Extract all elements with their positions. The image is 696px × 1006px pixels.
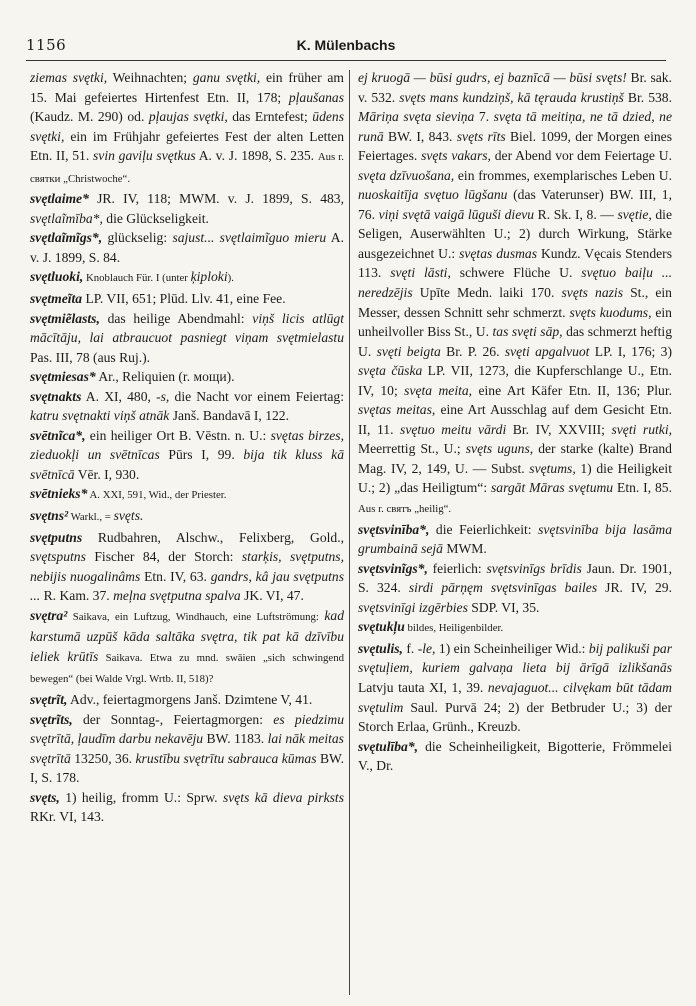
dictionary-entry bbox=[358, 520, 672, 559]
entry-text: svęts kā dieva pirksts bbox=[222, 789, 344, 805]
dictionary-entry bbox=[30, 289, 344, 309]
entry-text: schwere Flüche U. bbox=[450, 265, 582, 281]
entry-text: der Sonntag-, Feiertagmorgen: bbox=[72, 711, 274, 727]
entry-text: starķis, svętputns, nebijis nuogalinâms bbox=[30, 549, 344, 584]
entry-text: svęts. bbox=[113, 508, 144, 524]
entry-text: Jaun. Dr. 1901, S. 324. bbox=[358, 560, 672, 596]
dictionary-entry bbox=[30, 484, 344, 506]
entry-text: eine Art Käfer Etn. II, 136; Plur. bbox=[472, 382, 672, 398]
dictionary-entry bbox=[30, 309, 344, 368]
entry-text: svętuo meitu vārdi bbox=[400, 421, 507, 437]
entry-text: viņš licis atlūgt mācītāju, lai atbraucuot pasniegt viņam svętmielastu bbox=[30, 310, 344, 346]
entry-text: Fischer 84, der Storch: bbox=[85, 549, 242, 565]
entry-text: Pūrs I, 99. bbox=[159, 447, 244, 463]
entry-headword: svętulība*, bbox=[358, 738, 419, 754]
entry-text: bija tik kluss kā svētnīcā bbox=[30, 447, 344, 482]
entry-text: Warkl., = bbox=[68, 511, 114, 524]
entry-text: Upīte Medn. laiki 170. bbox=[412, 285, 562, 301]
entry-text: sajust... svętlaimĩguo mieru bbox=[172, 230, 327, 246]
entry-text: svęts kuodums, bbox=[569, 304, 652, 320]
entry-text: svęti apgalvuot bbox=[504, 343, 590, 359]
dictionary-entry bbox=[30, 189, 344, 228]
entry-text: tas svęti sāp, bbox=[492, 324, 563, 340]
entry-text: meļna svętputna spalva bbox=[113, 588, 241, 604]
entry-headword: svętns² bbox=[30, 508, 69, 524]
entry-text: ein frommes, exemplarisches Leben U. bbox=[454, 167, 672, 183]
entry-text: svętsputns bbox=[30, 549, 86, 565]
entry-text: svętsvinīgs brīdis bbox=[486, 560, 582, 576]
entry-text: Pas. III, 78 (aus Ruj.). bbox=[30, 349, 151, 365]
entry-text: Knoblauch Für. I (unter bbox=[83, 272, 191, 285]
entry-text: kad karstumā uzpūš kāda saltāka svętra, tik pat kā dzīvību ieliek krūtīs bbox=[30, 607, 344, 664]
dictionary-entry bbox=[30, 267, 344, 289]
entry-text: svętums, bbox=[529, 460, 576, 476]
entry-text: LP. VII, 651; Plūd. Llv. 41, eine Fee. bbox=[82, 291, 286, 307]
entry-headword: svętukļu bbox=[358, 619, 405, 635]
dictionary-entry bbox=[358, 639, 672, 737]
entry-text: Aus r. святки „Christwoche“. bbox=[30, 151, 344, 185]
entry-headword: svętmiesas* bbox=[30, 369, 96, 385]
entry-text: die Seligen, Auserwählten U.; 2) durch Wirkung, Stärke ausgezeichnet U.: bbox=[358, 206, 672, 261]
entry-headword: svętra² bbox=[30, 607, 68, 623]
entry-text: das heilige Abendmahl: bbox=[99, 310, 253, 326]
column-divider bbox=[349, 70, 350, 995]
entry-text: ). bbox=[227, 272, 234, 285]
dictionary-entry bbox=[30, 606, 344, 690]
entry-text: Meerrettig St., U.; bbox=[358, 441, 466, 457]
entry-headword: svęts, bbox=[30, 789, 60, 805]
entry-text: svęts nazis bbox=[561, 285, 623, 301]
dictionary-entry bbox=[358, 68, 672, 520]
entry-text: A. v. J. 1898, S. 235. bbox=[195, 148, 318, 164]
entry-headword: svētnieks* bbox=[30, 486, 88, 502]
left-column bbox=[30, 68, 344, 998]
entry-text: bildes, Heiligenbilder. bbox=[404, 622, 504, 635]
entry-text: f. bbox=[402, 640, 418, 656]
entry-text: svętsvinīgi izgērbies bbox=[358, 599, 468, 615]
entry-text: krustību svętrītu sabrauca kūmas bbox=[135, 750, 317, 766]
entry-text: JR. IV, 118; MWM. v. J. 1899, S. 483, bbox=[88, 191, 344, 207]
entry-text: svęti beigta bbox=[376, 343, 441, 359]
entry-text: ganu svętki, bbox=[192, 70, 261, 85]
dictionary-entry bbox=[358, 617, 672, 639]
entry-text: R. Kam. 37. bbox=[40, 588, 114, 604]
entry-text: feierlich: bbox=[427, 560, 487, 576]
entry-text: 1) ein Scheinheiliger Wid.: bbox=[435, 640, 589, 656]
entry-text: bij palikuši par svętuļiem, kuriem galvaņa lieta bij ārīgā izlikšanās bbox=[358, 640, 672, 676]
entry-headword: svętputns bbox=[30, 529, 83, 545]
entry-text: viņi svętā vaigā lūguši dievu bbox=[378, 206, 535, 222]
entry-text: Rudbahren, Alschw., Felixberg, Gold., bbox=[82, 529, 344, 545]
entry-headword: svętmiẽlasts, bbox=[30, 310, 100, 326]
right-column bbox=[358, 68, 672, 998]
dictionary-entry bbox=[30, 228, 344, 267]
entry-text: Saikava, ein Luftzug, Windhauch, eine Luftströmung: bbox=[67, 610, 325, 623]
entry-text: Kundz. Vęcais Stenders 113. bbox=[358, 245, 672, 281]
entry-text: die Scheinheiligkeit, Bigotterie, Frömmelei V., Dr. bbox=[358, 738, 672, 774]
entry-text: svęts uguns, bbox=[465, 441, 534, 457]
entry-text: (das Vaterunser) BW. III, 1, 76. bbox=[358, 187, 672, 222]
entry-text: svętuo baiļu ... neredzējis bbox=[358, 265, 672, 301]
dictionary-entry bbox=[30, 710, 344, 788]
entry-text: 1) die Heiligkeit U.; 2) „das Heiligtum“: bbox=[358, 460, 672, 496]
entry-text: 1) heilig, fromm U.: Sprw. bbox=[59, 789, 223, 805]
entry-text: 13250, 36. bbox=[70, 750, 136, 766]
entry-text: gandrs, kâ jau svętputns ... bbox=[30, 568, 344, 604]
entry-text: -le, bbox=[417, 640, 436, 656]
entry-text: Adv., feiertagmorgens Janš. Dzimtene V, 41. bbox=[67, 691, 313, 707]
entry-text: svęts mans kundziņš, kā tęrauda krustiņš bbox=[399, 89, 624, 105]
dictionary-entry bbox=[358, 559, 672, 618]
entry-text: svętie, bbox=[617, 206, 652, 222]
entry-text: SDP. VI, 35. bbox=[467, 599, 540, 615]
entry-text: St., ein Messer, dessen Schnitt sehr schmerzt. bbox=[358, 285, 672, 320]
entry-text: JR. IV, 29. bbox=[597, 580, 672, 596]
entry-text: Saikava. Etwa zu mnd. swāien „sich schwingend bewegen“ (bei Walde Vrgl. Wrtb. II, 518)? bbox=[30, 651, 344, 686]
entry-headword: svętlaime* bbox=[30, 191, 89, 207]
entry-text: RKr. VI, 143. bbox=[30, 809, 105, 825]
entry-text: es piedzimu svętrītā, ļaudīm darbu nekavēju bbox=[30, 711, 344, 747]
entry-text: pļaujas svętki, bbox=[148, 109, 228, 125]
dictionary-entry bbox=[30, 387, 344, 426]
entry-text: ein im Frühjahr gefeiertes Fest der alten Letten Etn. II, 51. bbox=[30, 128, 344, 164]
entry-text: JK. VI, 47. bbox=[240, 588, 304, 604]
entry-text: svęts rīts bbox=[456, 128, 506, 144]
entry-headword: svętmeĩta bbox=[30, 291, 83, 307]
entry-text: A. XXI, 591, Wid., der Priester. bbox=[87, 489, 227, 502]
entry-text: BW. 1183. bbox=[203, 731, 268, 747]
entry-headword: svętsvinĩgs*, bbox=[358, 560, 428, 576]
entry-text: (Kaudz. M. 290) od. bbox=[30, 109, 149, 125]
entry-text: der Abend vor dem Feiertage U. bbox=[490, 148, 672, 164]
entry-text: Ar., Reliquien (r. мощи). bbox=[95, 369, 235, 385]
entry-text: Etn. I, 85. bbox=[613, 480, 672, 496]
entry-text: pļaušanas bbox=[288, 89, 344, 105]
entry-text: svęta dzīvuošana, bbox=[358, 167, 455, 183]
entry-text: svętas meitas, bbox=[358, 402, 436, 418]
entry-text: Etn. IV, 63. bbox=[140, 568, 211, 584]
entry-text: svęti rutki, bbox=[611, 421, 672, 437]
entry-text: lai nāk meitas svętrītā bbox=[30, 731, 344, 766]
dictionary-entry bbox=[30, 506, 344, 528]
entry-text: svęta tā meitiņa, ne tā dzied, ne runā bbox=[358, 109, 672, 144]
entry-text: Aus r. святъ „heilig“. bbox=[358, 503, 452, 516]
page-header bbox=[26, 36, 666, 61]
entry-text: Janš. Bandavā I, 122. bbox=[169, 408, 289, 424]
entry-text: BW. I, 843. bbox=[383, 128, 457, 144]
entry-text: MWM. bbox=[442, 541, 487, 557]
entry-text: katru svętnakti viņš atnāk bbox=[30, 408, 170, 424]
entry-text: BW. I, S. 178. bbox=[30, 750, 344, 786]
entry-text: ziemas svętki, bbox=[30, 70, 108, 85]
entry-text: 7. bbox=[474, 109, 494, 125]
dictionary-entry bbox=[30, 68, 344, 189]
dictionary-entry bbox=[30, 426, 344, 485]
entry-headword: svętluoki, bbox=[30, 269, 84, 285]
entry-text: svęts vakars, bbox=[421, 148, 491, 164]
dictionary-entry bbox=[358, 737, 672, 776]
entry-text: svętas dusmas bbox=[459, 245, 538, 261]
entry-text: LP. I, 176; 3) bbox=[589, 343, 672, 359]
entry-headword: svętnakts bbox=[30, 388, 82, 404]
entry-text: Latvju tauta XI, 1, 39. bbox=[358, 679, 488, 695]
entry-text: R. Sk. I, 8. — bbox=[534, 206, 618, 222]
entry-text: ūdens svętki, bbox=[30, 109, 344, 144]
entry-text: Māriņa svęta sieviņa bbox=[358, 109, 475, 125]
entry-text: Weihnachten; bbox=[107, 70, 193, 85]
page-number: 1156 bbox=[26, 36, 67, 54]
entry-text: Br. sak. v. 532. bbox=[358, 70, 672, 105]
entry-text: nuoskaitīja svętuo lūgšanu bbox=[358, 187, 508, 203]
entry-text: Br. IV, XXVIII; bbox=[506, 421, 612, 437]
entry-text: Br. 538. bbox=[623, 89, 672, 105]
entry-text: sirdi pārņęm svętsvinīgas bailes bbox=[408, 580, 598, 596]
entry-text: die Glückseligkeit. bbox=[102, 210, 209, 226]
entry-headword: svętlaĩmĩgs*, bbox=[30, 230, 103, 246]
entry-text: glückselig: bbox=[102, 230, 173, 246]
entry-text: sargāt Māras svętumu bbox=[491, 480, 614, 496]
entry-text: Biel. 1099, der Morgen eines Feiertages. bbox=[358, 128, 672, 164]
entry-text: ein unheilvoller Biss St., U. bbox=[358, 304, 672, 340]
entry-text: der starke (kalte) Brand Mag. IV, 2, 149, U. — Subst. bbox=[358, 441, 672, 476]
entry-text: A. v. J. 1899, S. 84. bbox=[30, 230, 344, 265]
entry-text: das Erntefest; bbox=[227, 109, 313, 125]
entry-text: Saul. Purvā 24; 2) der Betbruder U.; 3) der Storch Erlaa, Grünh., Kreuzb. bbox=[358, 699, 672, 735]
entry-text: die Feierlichkeit: bbox=[429, 521, 539, 537]
dictionary-entry bbox=[30, 690, 344, 710]
entry-text: svętlaĩmība*, bbox=[30, 210, 103, 226]
entry-text: nevajaguot... cilvękam būt tādam svętulim bbox=[358, 679, 672, 715]
dictionary-entry bbox=[30, 528, 344, 606]
entry-text: svęti lāsti, bbox=[390, 265, 451, 281]
entry-text: svęta čūska bbox=[358, 363, 423, 379]
entry-text: ein heiliger Ort B. Vēstn. n. U.: bbox=[85, 427, 271, 443]
dictionary-entry bbox=[30, 788, 344, 827]
entry-text: LP. VII, 1273, die Kupferschlange U., Etn. IV, 10; bbox=[358, 363, 672, 398]
entry-text: A. XI, 480, bbox=[81, 388, 157, 404]
entry-text: svętsvinība bija lasāma grumbainā sejā bbox=[358, 521, 672, 557]
entry-text: Vēr. I, 930. bbox=[74, 466, 140, 482]
entry-text: Br. P. 26. bbox=[440, 343, 505, 359]
entry-text: eine Art Ausschlag auf dem Gesicht Etn. II, 11. bbox=[358, 402, 672, 437]
entry-headword: svętsvinība*, bbox=[358, 521, 430, 537]
entry-text: die Nacht vor einem Feiertag: bbox=[169, 388, 344, 404]
entry-headword: svętrĩt, bbox=[30, 691, 68, 707]
entry-text: ej kruogā — būsi gudrs, ej baznīcā — būsi svęts! bbox=[358, 70, 627, 85]
entry-text: svęta meita, bbox=[404, 382, 473, 398]
entry-text: svętas birzes, zieduokļi un svētnīcas bbox=[30, 427, 344, 463]
entry-headword: svętulis, bbox=[358, 640, 403, 656]
running-head: K. Mülenbachs bbox=[296, 37, 396, 53]
entry-text: ķiploki bbox=[190, 269, 228, 285]
entry-text: ein früher am 15. Mai gefeiertes Hirtenfest Etn. II, 178; bbox=[30, 70, 344, 105]
entry-headword: svētnĩca*, bbox=[30, 427, 86, 443]
entry-headword: svętrĩts, bbox=[30, 711, 73, 727]
entry-text: svin gaviļu svętkus bbox=[93, 148, 196, 164]
dictionary-entry bbox=[30, 367, 344, 387]
entry-text: -s, bbox=[156, 388, 170, 404]
entry-text: das schmerzt heftig U. bbox=[358, 324, 672, 359]
